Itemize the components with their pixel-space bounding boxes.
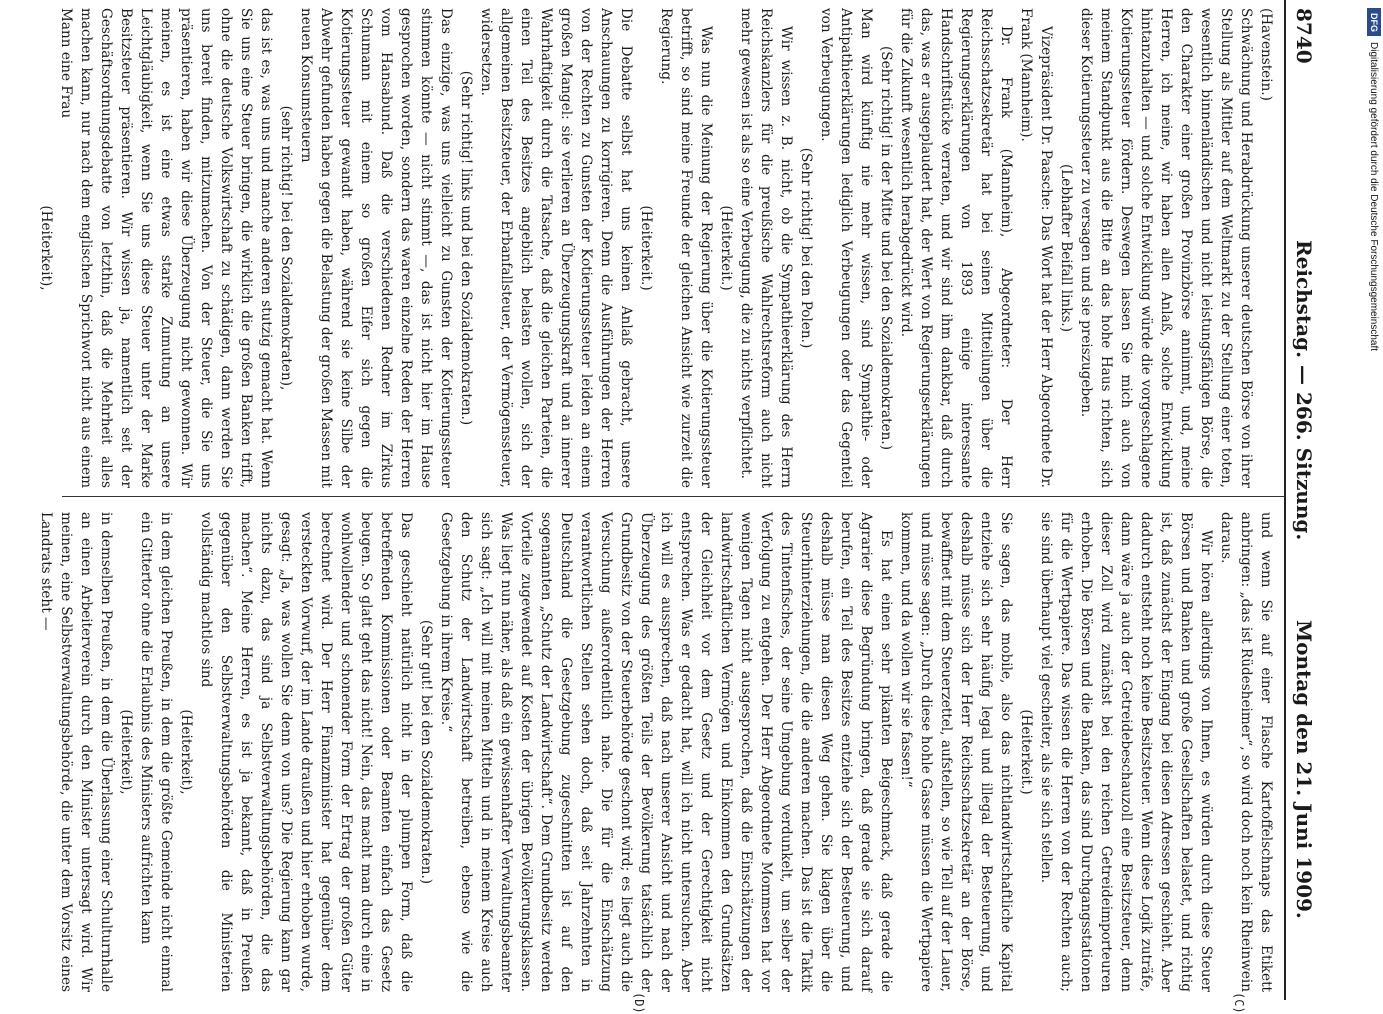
right-column-paragraph: Es hat einen sehr pikanten Beigeschmack, daß gerade die Agrarier diese Begründung bringen, daß gerade sie sich darauf berufen, ein Teil des Besitzes entziehe sich der Besteuerung, und deshalb müsse man diesen Weg gehen. Sie klagen über die Steuerhinterziehungen, die die anderen machen. Das ist die Taktik des Tintenfisches, der seine Umgebung verdunkelt, um selber der Verfolgung zu entgehen. Der Herr Abgeordnete Mommsen hat vor wenigen Tagen nicht ausgesprochen, daß die Einschätzungen der landwirtschaftlichen Vermögen und Einkommen den Grundsätzen der Gleichheit vor dem Gesetz und der Gerechtigkeit nicht entsprechen. Was er gedacht hat, will ich nicht untersuchen. Aber ich will es aussprechen, daß nach unserer Ansicht und nach der Überzeugung des größten Teils der Bevölkerung tatsächlich der Grundbesitz von der Steuerbehörde geschont wird; es liegt auch die Versuchung außerordentlich nahe. Die für die Einschätzung verantwortlichen Stellen sehen doch, daß seit Jahrzehnten in Deutschland die Gesetzgebung zugeschnitten ist auf den sogenannten „Schutz der Landwirtschaft“. Dem Grundbesitz werden Vorteile zugewendet auf Kosten der übrigen Bevölkerungsklassen. Was liegt nun näher, als daß ein gewissenhafter Verwaltungsbeamter sich sagt: „Ich will mit meinen Mitteln und in meinem Kreise auch den Schutz der Landwirtschaft betreiben, ebenso wie die Gesetzgebung in ihrem Kreise.“ (438, 512, 894, 992)
left-column-paragraph: Das einzige, was uns vielleicht zu Gunsten der Kotierungssteuer stimmen könnte — nicht stimmt —, das ist nicht hier im Hause gesprochen worden, sondern das waren einzelne Reden der Herren vom Hansabund. Daß die verschiedenen Redner im Zirkus Schumann mit einem so großen Eifer sich gegen die Kotierungssteuer gewandt haben, während sie keine Silbe der Abwehr gefunden haben gegen die Belastung der großen Massen mit neuen Konsumsteuern (298, 8, 454, 488)
left-column-paragraph: Vizepräsident Dr. Paasche: Das Wort hat der Herr Abgeordnete Dr. Frank (Mannheim). (1018, 8, 1054, 488)
left-column-paragraph: (Heiterkeit), (38, 205, 54, 291)
right-column-paragraph: in dem gleichen Preußen, in dem die größte Gemeinde nicht einmal ein Gittertor ohne die Erlaubnis des Ministers aufrichten kann (138, 512, 174, 992)
right-column-paragraph: Das geschieht natürlich nicht in der plumpen Form, daß die betreffenden Kommissionen oder Beamten einfach das Gesetz beugen. So glatt geht das nicht! Nein, das macht man durch eine in wohlwollender und schonender Form der Ertrag der großen Güter berechnet wird. Der Herr Finanzminister hat gegenüber dem versteckten Vorwurf, der im Lande draußen und hier erhoben wurde, gesagt: „Ja, was wollen Sie denn von uns? Die Regierung kann gar nichts dazu, das sind ja Selbstverwaltungsbehörden, die das machen“. Meine Herren, es ist ja bekannt, daß in Preußen gegenüber den Selbstverwaltungsbehörden die Ministerien vollständig machtlos sind (198, 512, 414, 992)
date-title: Montag den 21. Juni 1909. (1292, 620, 1316, 919)
right-column-paragraph: Wir hören allerdings von Ihnen, es würden durch diese Steuer Börsen und Banken und große Gesellschaften belastet, und richtig ist, daß zunächst der Eingang bei diesen Adressen geschieht. Aber dadurch entsteht noch keine Besitzsteuer. Wenn diese Logik zuträfe, dann wäre ja auch der Getreidebeschauzoll eine Besitzsteuer, denn dieser Zoll wird zunächst bei den reichen Getreideimporteuren erhoben. Die Börsen und die Banken, das sind Durchgangsstationen für die Wertpapiere. Das wissen die Herren von der Rechten auch; sie sind überhaupt viel gescheiter, als sie sich stellen. (1038, 512, 1214, 992)
left-column-paragraph: (Heiterkeit.) (718, 205, 734, 291)
left-column-paragraph: Die Debatte selbst hat uns keinen Anlaß gebracht, unsere Anschauungen zu korrigieren. Denn die Ausführungen der Herren von der Rechten zu Gunsten der Kotierungssteuer leiden an einem großen Mangel: sie verlieren an Überzeugungskraft und an innerer Wahrhaftigkeit durch die Tatsache, daß die gleichen Parteien, die einen Teil des Besitzes angeblich belasten wollen, sich der allgemeinen Besitzsteuer, der Erbanfallsteuer, der Vermögenssteuer, widersetzen. (478, 8, 634, 488)
dfg-logo: DFG (1367, 8, 1381, 36)
right-column-paragraph: und wenn Sie auf einer Flasche Kartoffelschnaps das Etikett anbringen: „das ist Rüdesheimer“, so wird doch noch kein Rheinwein daraus. (1218, 512, 1274, 992)
left-column-paragraph: (Sehr richtig! in der Mitte und bei den Sozialdemokraten.) (878, 45, 894, 451)
page-number: 8740 (1292, 8, 1316, 64)
left-column (38, 8, 1276, 488)
right-column (38, 512, 1276, 992)
left-column-paragraph: Man wird künftig nie mehr wissen, sind Sympathie- oder Antipathieerklärungen lediglich Verbeugungen oder das Gegenteil von Verbeugungen. (818, 8, 874, 488)
left-column-paragraph: das ist es, was uns und manche anderen stutzig gemacht hat. Wenn Sie uns eine Steuer bringen, die wirklich die großen Banken trifft, ohne die deutsche Volkswirtschaft zu schädigen, dann werden Sie uns bereit finden, mitzumachen. Von der Steuer, die Sie uns präsentieren, haben wir diese Überzeugung nicht gewonnen. Wir meinen, es ist eine etwas starke Zumutung an unsere Leichtgläubigkeit, wenn Sie uns diese Steuer unter der Marke Besitzsteuer präsentieren. Wir wissen ja, namentlich seit der Geschäftsordnungsdebatte von letzthin, daß die Mehrheit alles machen kann, nur nach dem englischen Sprichwort nicht aus einem Mann eine Frau (58, 8, 274, 488)
right-column-paragraph: Sie sagen, das mobile, also das nichtlandwirtschaftliche Kapital entziehe sich sehr häufig legal und illegal der Besteuerung, und deshalb müsse sich der Herr Reichsschatzsekretär an der Börse, bewaffnet mit dem Steuerzettel, aufstellen, so wie Tell auf der Lauer, und müsse sagen: „Durch diese hohle Gasse müssen die Wertpapiere kommen, und da wollen wir sie fassen!“ (898, 512, 1014, 992)
left-column-paragraph: (Lebhafter Beifall links.) (1058, 163, 1074, 333)
margin-marker-c: (C) (1232, 992, 1246, 1014)
page-header (1284, 0, 1326, 1000)
left-column-paragraph: (Heiterkeit.) (638, 205, 654, 291)
left-column-paragraph: (Havenstein.) (1258, 8, 1274, 101)
left-column-paragraph: (sehr richtig! bei den Sozialdemokraten), (278, 105, 294, 391)
margin-marker-d: (D) (632, 992, 646, 1014)
session-title: Reichstag. — 266. Sitzung. (1292, 240, 1316, 541)
rotated-document-page (38, 0, 1336, 1014)
left-column-paragraph: Dr. Frank (Mannheim), Abgeordneter: Der Herr Reichsschatzsekretär hat bei seinen Mitteilungen über die Regierungserklärungen von 1893 einige interessante Handschriftstücke verraten, und wir sind ihm dankbar, daß durch das, was er ausgeplaudert hat, der Wert von Regierungserklärungen für die Zukunft wesentlich herabgedrückt wird. (898, 8, 1014, 488)
right-column-paragraph: (Sehr gut! bei den Sozialdemokraten.) (418, 619, 434, 885)
left-column-paragraph: Wir wissen z. B. nicht, ob die Sympathieerklärung des Herrn Reichskanzlers für die preußische Wahlrechtsreform auch nicht mehr gewesen ist als so eine Verbeugung, die zu nichts verpflichtet. (738, 8, 794, 488)
left-column-paragraph: Schwächung und Herabdrückung unserer deutschen Börse von ihrer Stellung als Mittler auf dem Weltmarkt zu der Stellung einer toten, wesentlich binnenländischen und nicht leistungsfähigen Börse, die den Charakter einer großen Provinzbörse annimmt, und, meine Herren, ich meine, wir haben allen Anlaß, solche Entwicklung hintanzuhalten — und solche Entwicklung würde die vorgeschlagene Kotierungssteuer fördern. Deswegen lassen Sie mich auch von meinem Standpunkt aus die Bitte an das hohe Haus richten, sich dieser Kotierungssteuer zu versagen und sie preiszugeben. (1078, 8, 1254, 488)
right-column-paragraph: in demselben Preußen, in dem die Überlassung einer Schulturnhalle an einen Arbeiterverein durch den Minister untersagt wird. Wir meinen, eine Selbstverwaltungsbehörde, die unter dem Vorsitz eines Landrats steht — (38, 512, 114, 992)
right-column-paragraph: (Heiterkeit), (118, 709, 134, 795)
digitization-note: Digitalisierung gefördert durch die Deutsche Forschungsgemeinschaft (1368, 42, 1379, 352)
left-column-paragraph: Was nun die Meinung der Regierung über die Kotierungssteuer betrifft, so sind meine Freunde der gleichen Ansicht wie zurzeit die Regierung. (658, 8, 714, 488)
left-column-paragraph: (Sehr richtig! bei den Polen.) (798, 147, 814, 349)
right-column-paragraph: (Heiterkeit.) (1018, 709, 1034, 795)
right-column-paragraph: (Heiterkeit), (178, 709, 194, 795)
left-column-paragraph: (Sehr richtig! links und bei den Sozialdemokraten.) (458, 70, 474, 426)
column-divider (62, 496, 1284, 497)
